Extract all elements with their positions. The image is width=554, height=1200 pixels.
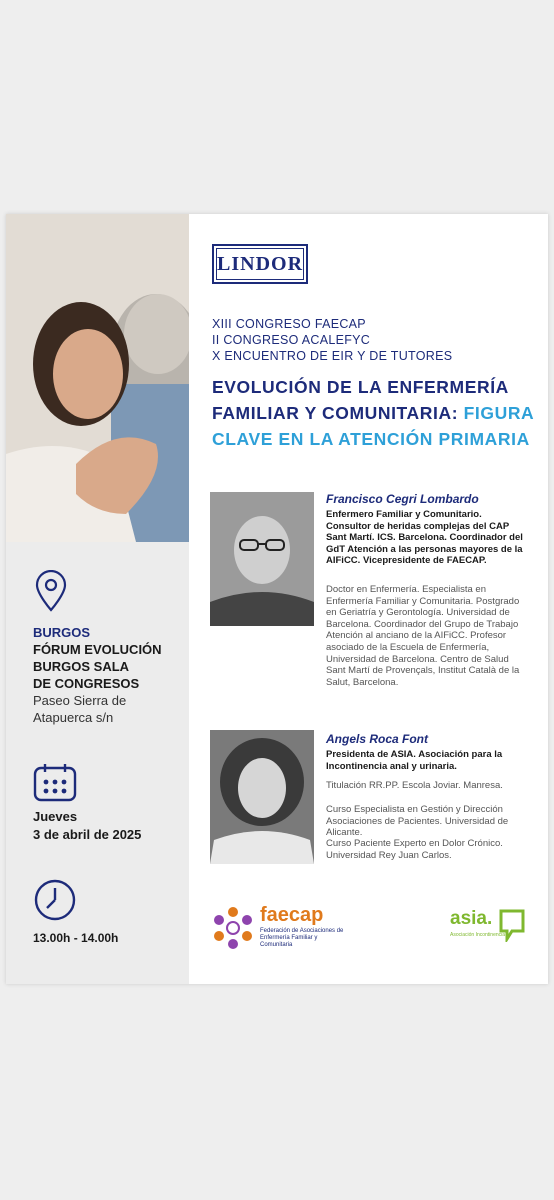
session-title [212,374,542,452]
location-venue-line3: DE CONGRESOS [33,676,140,691]
congress-line-1: XIII CONGRESO FAECAP [212,317,366,331]
clock-icon [33,878,77,922]
location-address-line2: Atapuerca s/n [33,710,114,725]
speaker-2-role: Presidenta de ASIA. Asociación para la Incontinencia anal y urinaria. [326,749,503,772]
event-time: 13.00h - 14.00h [33,931,119,945]
faecap-wordmark: faecap [260,904,324,926]
speaker-2-portrait [210,730,314,864]
event-day: Jueves [33,809,78,824]
speaker-1-bio: Doctor en Enfermería. Especialista en Enfermería Familiar y Comunitaria. Postgrado en Geriatría y Gerontología. Universidad de Barcelona. Coordinador del Grupo de Trabajo Atención al anciano de la AIFiCC. Profesor asociado de la Escuela de Enfermería, Universidad de Barcelona. Centro de Salud Sant Martí de Provençals, Institut Català de la Salut, Barcelona. [326,584,520,688]
faecap-subtitle: Federación de Asociaciones de Enfermería Familiar y Comunitaria [260,928,344,948]
lindor-logo-text: LINDOR [216,248,304,280]
event-poster [6,214,548,984]
location-address-line1: Paseo Sierra de [33,693,127,708]
hero-photo [6,214,189,542]
location-city: BURGOS [33,625,91,640]
left-info-column [6,214,189,984]
lindor-logo [212,244,308,284]
asia-subtitle: Asociación Incontinencia [450,932,506,938]
speaker-1-name: Francisco Cegri Lombardo [326,492,479,506]
faecap-logo [210,904,344,954]
location-pin-icon [33,570,69,612]
location-venue-line2: BURGOS SALA [33,659,130,674]
session-title-main: EVOLUCIÓN DE LA ENFERMERÍA FAMILIAR Y COMUNITARIA: [212,377,509,423]
speaker-1-role: Enfermero Familiar y Comunitario. Consultor de heridas complejas del CAP Sant Martí. ICS. Barcelona. Coordinador del GdT Atención a las personas mayores de la AIFiCC. Vicepresidente de FAECAP. [326,509,523,567]
calendar-icon [33,762,77,802]
asia-logo [446,908,526,948]
congress-line-3: X ENCUENTRO DE EIR Y DE TUTORES [212,349,453,363]
event-date: 3 de abril de 2025 [33,827,142,842]
location-venue-line1: FÓRUM EVOLUCIÓN [33,642,162,657]
speaker-photo-1 [210,492,314,626]
speaker-2-bio-2: Curso Especialista en Gestión y Dirección Asociaciones de Pacientes. Universidad de Alicante. [326,804,509,839]
congress-line-2: II CONGRESO ACALEFYC [212,333,371,347]
speaker-2-bio-1: Titulación RR.PP. Escola Joviar. Manresa. [326,780,503,791]
hero-photo-illustration [6,214,189,542]
speaker-2-name: Angels Roca Font [326,732,429,746]
asia-wordmark: asia. [450,908,493,929]
speaker-1-portrait [210,492,314,626]
speaker-2-bio-3: Curso Paciente Experto en Dolor Crónico. Universidad Rey Juan Carlos. [326,838,503,861]
speaker-photo-2 [210,730,314,864]
faecap-emblem-icon [210,904,256,950]
session-title-accent: FIGURA CLAVE EN LA ATENCIÓN PRIMARIA [212,403,534,449]
